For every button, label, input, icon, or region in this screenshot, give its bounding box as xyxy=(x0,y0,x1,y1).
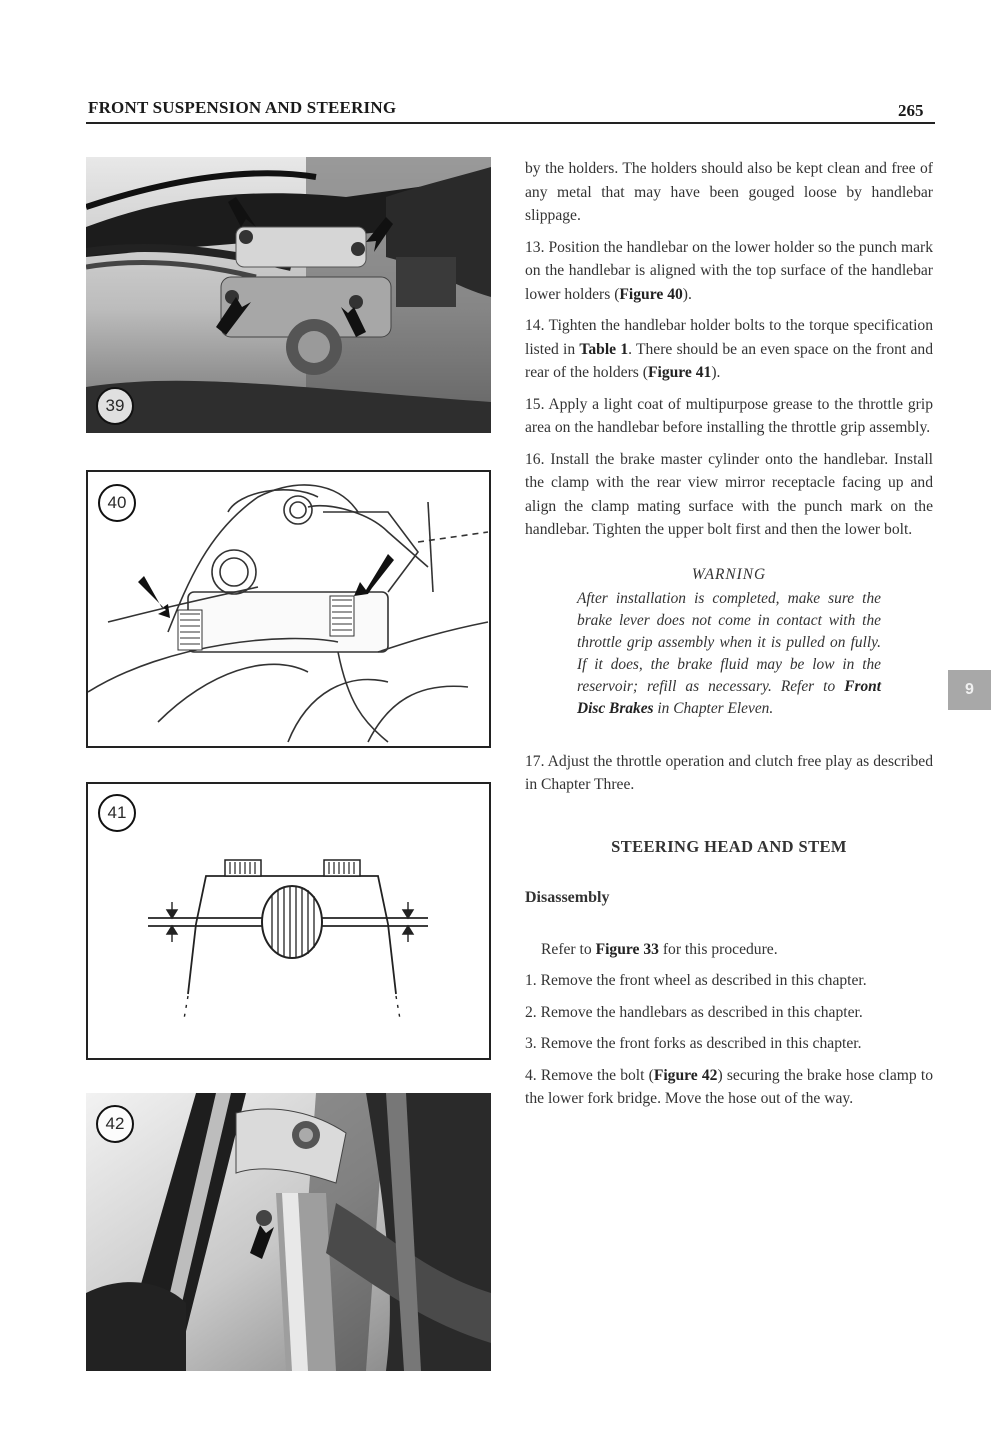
figure-41-number: 41 xyxy=(107,803,127,822)
subheading: Disassembly xyxy=(525,889,610,906)
figure-41-badge xyxy=(98,794,136,832)
figure-42-number: 42 xyxy=(105,1114,125,1133)
figure-40-badge xyxy=(98,484,136,522)
figure-41-ref: Figure 41 xyxy=(647,364,712,381)
section-title: FRONT SUSPENSION AND STEERING xyxy=(88,98,397,117)
intro-text: Refer to Figure 33 for this procedure. xyxy=(541,940,778,958)
step-17: 17. Adjust the throttle operation and clutch free play as described in Chapter Three. xyxy=(525,752,933,793)
paragraph-continued: by the holders. The holders should also be kept clean and free of any metal that may have been gouged loose by handlebar slippage. xyxy=(525,160,933,224)
figure-39-badge xyxy=(96,387,134,425)
step-15: 15. Apply a light coat of multipurpose grease to the throttle grip area on the handlebar before installing the throttle grip assembly. xyxy=(525,395,933,436)
figure-42-ref: Figure 42 xyxy=(653,1066,718,1084)
figure-40-drawing xyxy=(86,470,491,748)
page-number: 265 xyxy=(898,101,924,120)
figure-33-ref: Figure 33 xyxy=(595,940,659,958)
figure-42-photo xyxy=(86,1093,491,1371)
table-1-ref: Table 1 xyxy=(579,340,629,358)
figure-42-badge xyxy=(96,1105,134,1143)
chapter-tab: 9 xyxy=(948,670,991,710)
figure-40-ref: Figure 40 xyxy=(619,285,683,303)
step-16: 16. Install the brake master cylinder onto the handlebar. Install the clamp with the rear view mirror receptacle facing up and align the clamp mating surface with the punch mark on the handlebar. Tighten the upper bolt first and then the lower bolt. xyxy=(525,450,933,538)
front-disc-brakes-ref: Front Disc Brakes xyxy=(577,677,881,717)
disassembly-step-3: 3. Remove the front forks as described in this chapter. xyxy=(525,1035,862,1052)
figure-39-photo xyxy=(86,157,491,433)
section-heading: STEERING HEAD AND STEM xyxy=(611,836,847,856)
warning-box xyxy=(577,564,881,720)
figure-40-number: 40 xyxy=(107,493,127,512)
disassembly-step-1: 1. Remove the front wheel as described in this chapter. xyxy=(525,972,867,989)
disassembly-step-4: 4. Remove the bolt (Figure 42) securing the brake hose clamp to the lower fork bridge. Move the hose out of the way. xyxy=(525,1066,933,1107)
figure-39-number: 39 xyxy=(105,396,125,415)
text-column xyxy=(525,157,933,1119)
figure-41-drawing xyxy=(86,782,491,1060)
warning-text: After installation is completed, make sure the brake lever does not come in contact with the throttle grip assembly when it is pulled on fully. If it does, the brake fluid may be low in the reservoir; refill as necessary. Refer to Front Disc Brakes in Chapter Eleven. xyxy=(577,589,881,717)
step-13: 13. Position the handlebar on the lower holder so the punch mark on the handlebar is aligned with the top surface of the handlebar lower holders (Figure 40). xyxy=(525,238,933,303)
warning-title: WARNING xyxy=(691,565,767,583)
disassembly-step-2: 2. Remove the handlebars as described in this chapter. xyxy=(525,1003,863,1021)
step-14: 14. Tighten the handlebar holder bolts to the torque specification listed in Table 1. There should be an even space on the front and rear of the holders (Figure 41). xyxy=(525,317,933,381)
header-rule xyxy=(86,122,935,124)
